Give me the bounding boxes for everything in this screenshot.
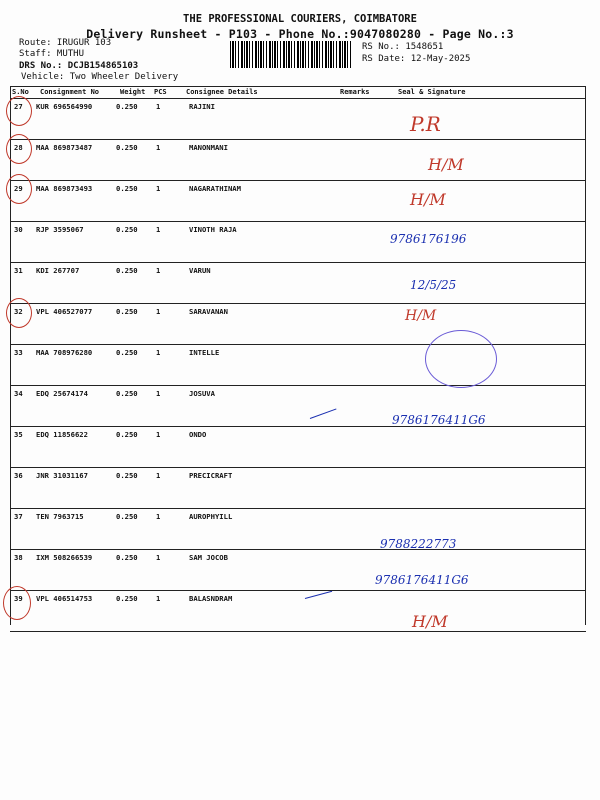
signature-row-30: 9786176196 (390, 232, 467, 246)
cell-consignment: JNR 31031167 (36, 471, 88, 480)
cell-consignment: VPL 406527077 (36, 307, 93, 316)
cell-sno: 36 (14, 471, 23, 480)
serial-circle-27 (6, 96, 32, 126)
cell-pcs: 1 (156, 266, 161, 275)
row-divider (10, 426, 586, 427)
signature-row-32: H/M (405, 308, 437, 324)
cell-weight: 0.250 (116, 102, 138, 111)
cell-sno: 37 (14, 512, 23, 521)
cell-consignee: MANONMANI (189, 143, 228, 152)
cell-weight: 0.250 (116, 512, 138, 521)
cell-sno: 38 (14, 553, 23, 562)
cell-weight: 0.250 (116, 553, 138, 562)
cell-sno: 30 (14, 225, 23, 234)
serial-circle-32 (6, 298, 32, 328)
signature-extra: H/M (412, 612, 448, 631)
cell-consignment: MAA 869873493 (36, 184, 93, 193)
row-divider (10, 180, 586, 181)
row-divider (10, 262, 586, 263)
row-divider (10, 508, 586, 509)
cell-consignment: MAA 869873487 (36, 143, 93, 152)
cell-sno: 39 (14, 594, 23, 603)
remark-tick-34 (310, 408, 337, 419)
cell-weight: 0.250 (116, 389, 138, 398)
signature-row-39: 9786176411G6 (375, 573, 469, 587)
remark-tick-39 (305, 591, 332, 599)
cell-pcs: 1 (156, 594, 161, 603)
cell-consignment: KDI 267707 (36, 266, 80, 275)
cell-weight: 0.250 (116, 225, 138, 234)
col-header-consignment: Consignment No (40, 88, 100, 96)
table-left-border (10, 86, 11, 625)
cell-consignment: TEN 7963715 (36, 512, 84, 521)
signature-row-28: H/M (428, 155, 464, 174)
serial-circle-39 (3, 586, 31, 620)
rs-date: RS Date: 12-May-2025 (362, 54, 471, 64)
cell-pcs: 1 (156, 553, 161, 562)
vehicle-label: Vehicle: Two Wheeler Delivery (21, 72, 179, 82)
row-divider (10, 549, 586, 550)
cell-pcs: 1 (156, 184, 161, 193)
rs-number: RS No.: 1548651 (362, 42, 444, 52)
row-divider (10, 590, 586, 591)
row-divider (10, 631, 586, 632)
row-divider (10, 221, 586, 222)
cell-consignee: AUROPHYILL (189, 512, 233, 521)
signature-row-29: H/M (410, 190, 446, 209)
row-divider (10, 303, 586, 304)
cell-weight: 0.250 (116, 594, 138, 603)
cell-pcs: 1 (156, 102, 161, 111)
table-header-border (10, 98, 586, 99)
cell-consignee: PRECICRAFT (189, 471, 233, 480)
cell-pcs: 1 (156, 143, 161, 152)
cell-weight: 0.250 (116, 348, 138, 357)
cell-pcs: 1 (156, 389, 161, 398)
cell-sno: 27 (14, 102, 23, 111)
cell-sno: 28 (14, 143, 23, 152)
cell-consignee: ONDO (189, 430, 207, 439)
cell-consignment: RJP 3595067 (36, 225, 84, 234)
cell-pcs: 1 (156, 471, 161, 480)
cell-sno: 31 (14, 266, 23, 275)
cell-sno: 32 (14, 307, 23, 316)
drs-number: DRS No.: DCJB154865103 (19, 61, 139, 71)
cell-weight: 0.250 (116, 266, 138, 275)
cell-consignee: SAM JOCOB (189, 553, 228, 562)
cell-pcs: 1 (156, 307, 161, 316)
cell-sno: 35 (14, 430, 23, 439)
signature-row-31: 12/5/25 (410, 278, 457, 292)
cell-consignment: VPL 406514753 (36, 594, 93, 603)
cell-consignment: EDQ 25674174 (36, 389, 88, 398)
col-header-weight: Weight (120, 88, 146, 96)
cell-pcs: 1 (156, 430, 161, 439)
col-header-consignee: Consignee Details (186, 88, 258, 96)
cell-consignee: RAJINI (189, 102, 215, 111)
row-divider (10, 467, 586, 468)
cell-consignee: NAGARATHINAM (189, 184, 241, 193)
cell-weight: 0.250 (116, 184, 138, 193)
col-header-seal: Seal & Signature (398, 88, 466, 96)
delivery-stamp (425, 330, 497, 388)
cell-consignee: BALASNDRAM (189, 594, 233, 603)
col-header-pcs: PCS (154, 88, 167, 96)
row-divider (10, 139, 586, 140)
cell-pcs: 1 (156, 512, 161, 521)
cell-pcs: 1 (156, 225, 161, 234)
cell-weight: 0.250 (116, 430, 138, 439)
signature-row-34: 9786176411G6 (392, 413, 486, 427)
cell-consignment: EDQ 11856622 (36, 430, 88, 439)
cell-weight: 0.250 (116, 307, 138, 316)
cell-consignment: KUR 696564990 (36, 102, 93, 111)
cell-consignee: VINOTH RAJA (189, 225, 237, 234)
cell-consignment: MAA 708976280 (36, 348, 93, 357)
table-top-border (10, 86, 586, 87)
cell-consignee: INTELLE (189, 348, 220, 357)
cell-consignee: JOSUVA (189, 389, 215, 398)
cell-consignee: VARUN (189, 266, 211, 275)
signature-row-38: 9788222773 (380, 537, 457, 551)
cell-weight: 0.250 (116, 143, 138, 152)
serial-circle-29 (6, 174, 32, 204)
row-divider (10, 385, 586, 386)
cell-weight: 0.250 (116, 471, 138, 480)
route-label: Route: IRUGUR 103 (19, 38, 112, 48)
cell-consignment: IXM 508266539 (36, 553, 93, 562)
table-right-border (585, 86, 586, 625)
cell-pcs: 1 (156, 348, 161, 357)
runsheet-title: Delivery Runsheet - P103 - Phone No.:9047080280 - Page No.:3 (86, 27, 514, 41)
barcode-image (230, 41, 351, 68)
cell-consignee: SARAVANAN (189, 307, 228, 316)
row-divider (10, 344, 586, 345)
staff-label: Staff: MUTHU (19, 49, 85, 59)
company-name: THE PROFESSIONAL COURIERS, COIMBATORE (183, 13, 417, 25)
signature-row-27: P.R (410, 112, 441, 136)
col-header-sno: S.No (12, 88, 29, 96)
cell-sno: 34 (14, 389, 23, 398)
serial-circle-28 (6, 134, 32, 164)
col-header-remarks: Remarks (340, 88, 370, 96)
cell-sno: 33 (14, 348, 23, 357)
cell-sno: 29 (14, 184, 23, 193)
